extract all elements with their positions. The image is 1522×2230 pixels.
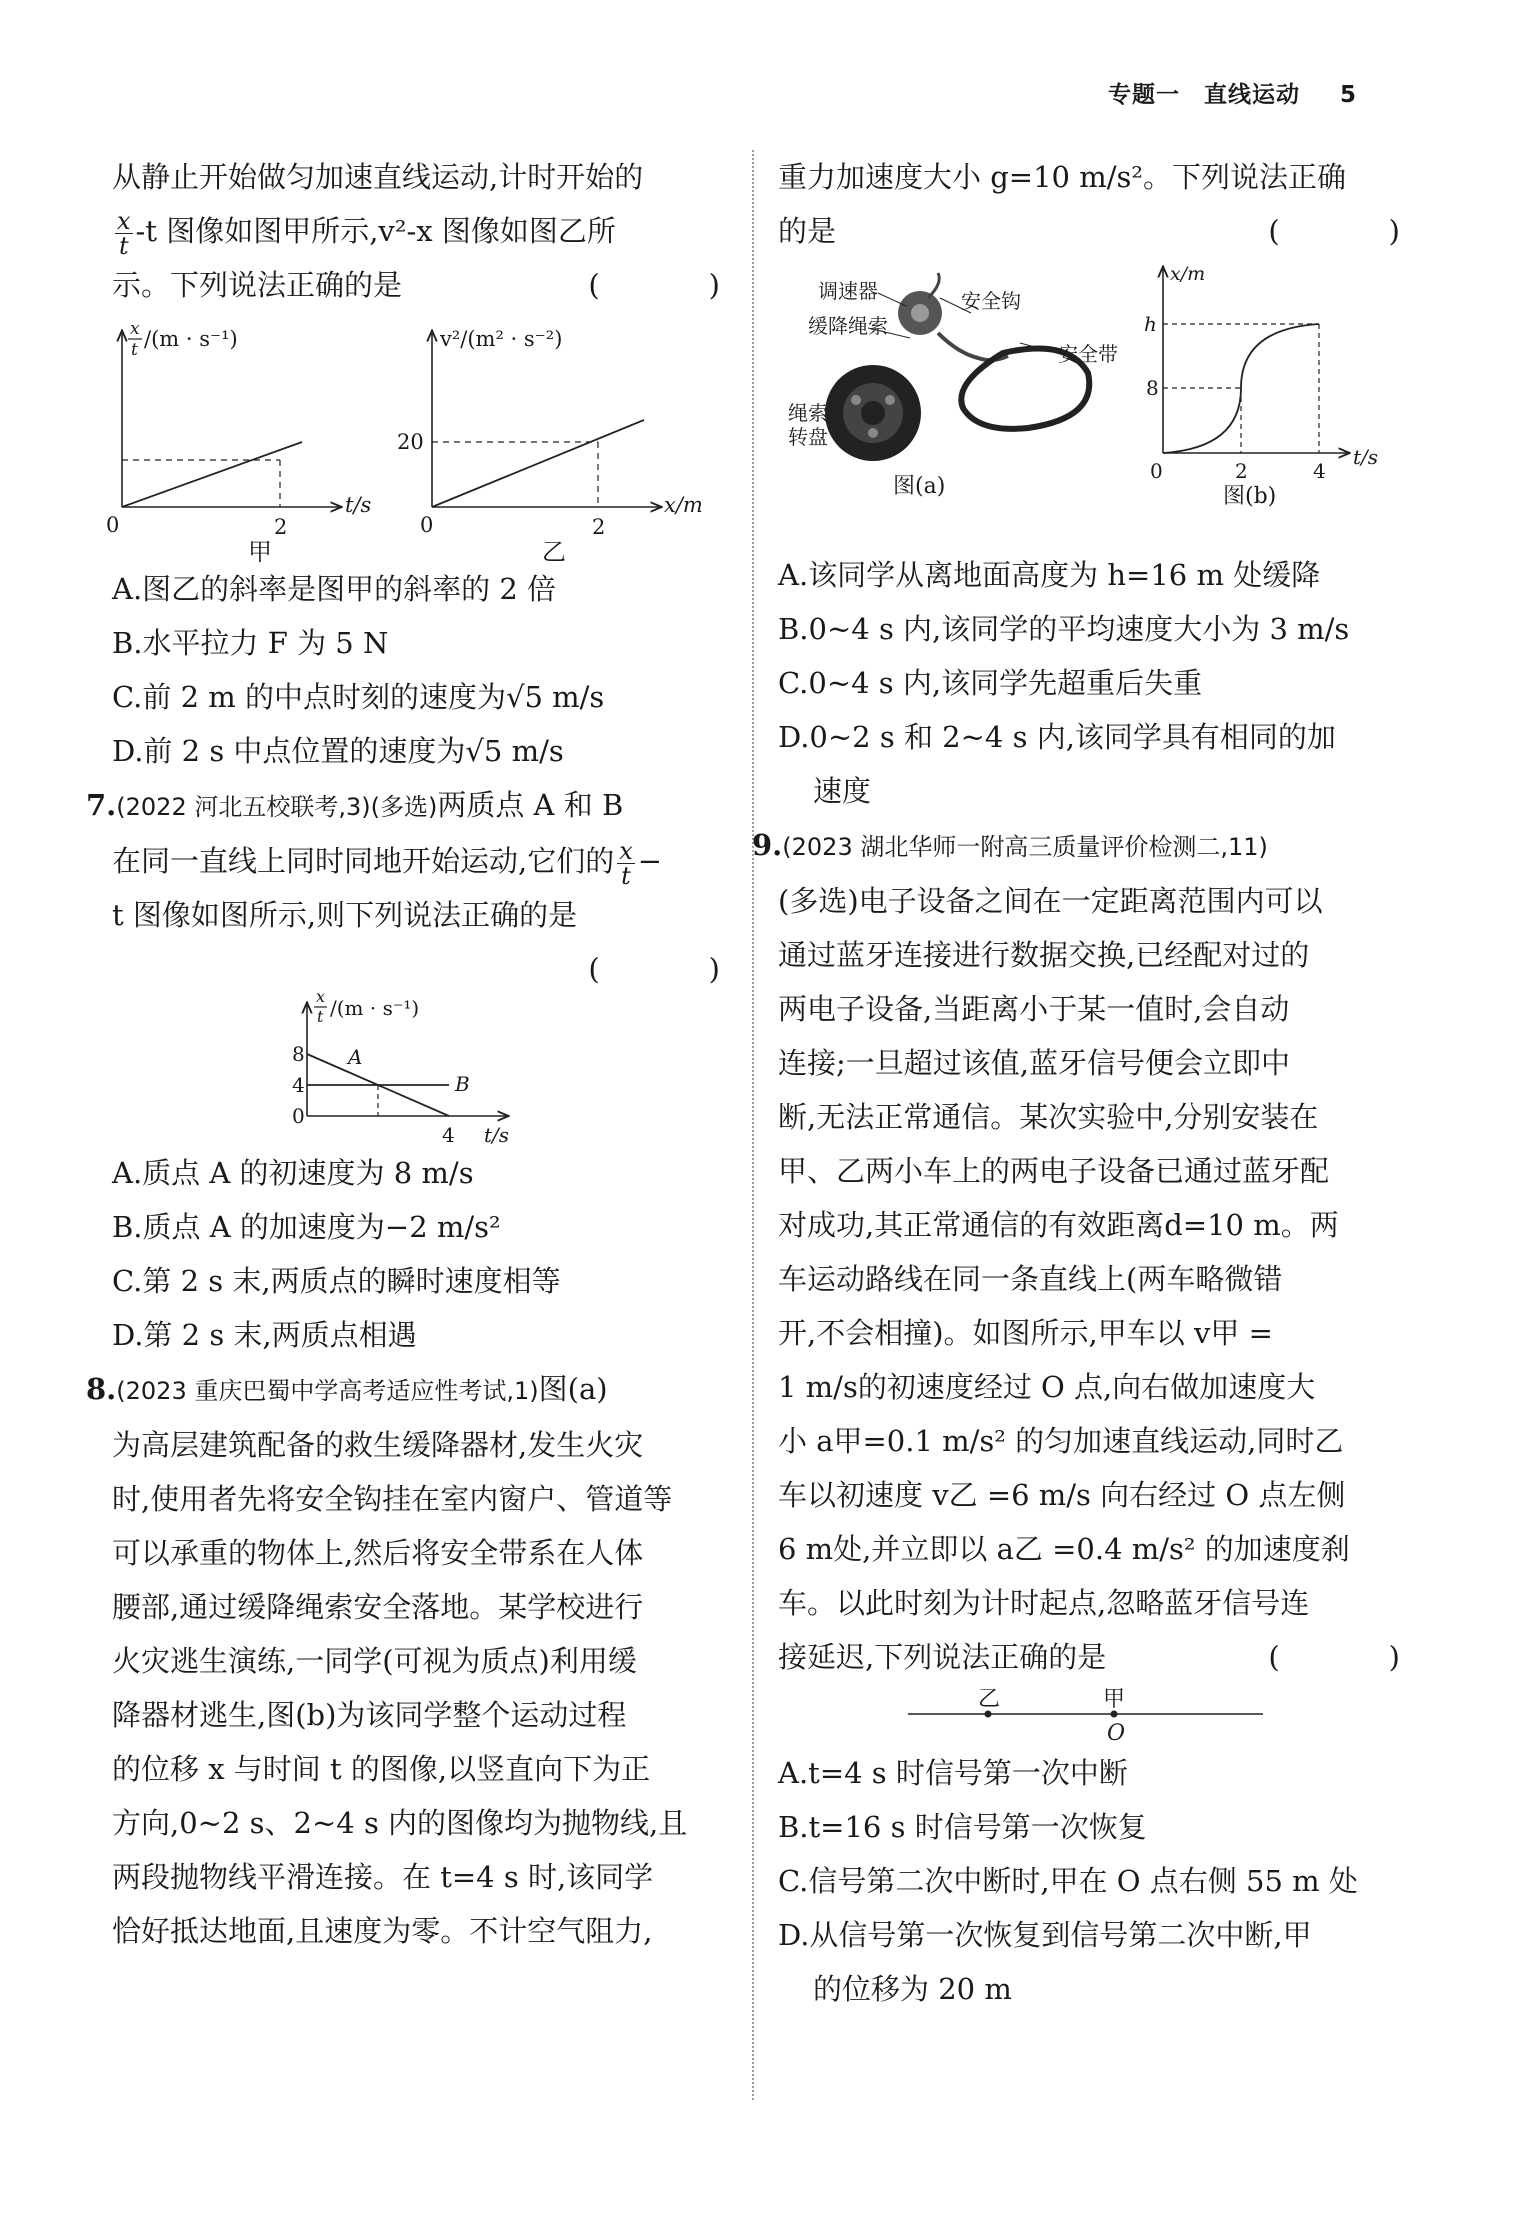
fig-b-x-axis-label: t/s — [1353, 445, 1379, 469]
label-safety-belt: 安全带 — [1058, 342, 1118, 366]
q7-stem-line: 在同一直线上同时同地开始运动,它们的 $\frac{x}{t}$ − — [112, 836, 663, 890]
q9-figure — [778, 1684, 1410, 1746]
fig-b-y-tick-8: 8 — [1146, 376, 1159, 400]
answer-bracket: ( ) — [1268, 1640, 1440, 1674]
jia-origin: 0 — [106, 513, 120, 537]
q7-frac-den: t — [317, 1007, 324, 1026]
q8-stem-line: 8.(2023 重庆巴蜀中学高考适应性考试,1)图(a) — [86, 1372, 608, 1406]
q9-stem-line: 小 a甲=0.1 m/s² 的匀加速直线运动,同时乙 — [778, 1424, 1344, 1458]
q8-stem-line: 方向,0~2 s、2~4 s 内的图像均为抛物线,且 — [112, 1806, 688, 1840]
yi-origin: 0 — [420, 513, 434, 537]
jia-frac-num: x — [130, 319, 140, 339]
q8-option-d: D.0~2 s 和 2~4 s 内,该同学具有相同的加 — [778, 720, 1336, 754]
q8-stem-line: 降器材逃生,图(b)为该同学整个运动过程 — [112, 1698, 627, 1732]
q6-option-b: B.水平拉力 F 为 5 N — [112, 626, 389, 660]
figure-a-descender — [788, 273, 1118, 499]
section-title: 专题一 直线运动 — [1107, 82, 1300, 108]
figure-b-graph — [1144, 263, 1378, 509]
q7-number: 7. — [86, 788, 117, 822]
q9-stem-line: 断,无法正常通信。某次实验中,分别安装在 — [778, 1100, 1319, 1134]
q7-option-a: A.质点 A 的初速度为 8 m/s — [112, 1156, 474, 1190]
q9-stem-line: 对成功,其正常通信的有效距离d=10 m。两 — [778, 1208, 1339, 1242]
q8-option-b: B.0~4 s 内,该同学的平均速度大小为 3 m/s — [778, 612, 1350, 646]
q9-number: 9. — [752, 828, 783, 862]
q7-option-d: D.第 2 s 末,两质点相遇 — [112, 1318, 417, 1352]
q9-option-d-cont: 的位移为 20 m — [813, 1972, 1012, 2006]
q6-stem-line: 示。下列说法正确的是 ( ) — [112, 258, 730, 312]
yi-y-axis-label: v²/(m² · s⁻²) — [440, 327, 563, 351]
q8-stem-line: 火灾逃生演练,一同学(可视为质点)利用缓 — [112, 1644, 637, 1678]
q9-stem-line: 连接;一旦超过该值,蓝牙信号便会立即中 — [778, 1046, 1290, 1080]
q6-figures — [106, 312, 730, 566]
page-header — [1108, 76, 1357, 109]
q8-number: 8. — [86, 1372, 117, 1406]
q9-stem-line: 两电子设备,当距离小于某一值时,会自动 — [778, 992, 1290, 1026]
label-reel: 转盘 — [788, 425, 828, 449]
yi-x-axis-label: x/m — [664, 493, 703, 517]
figure-a-caption: 图(a) — [893, 474, 946, 499]
fig-b-h-tick: h — [1144, 312, 1157, 336]
label-descent-rope: 缓降绳索 — [808, 314, 888, 338]
label-rope: 绳索 — [788, 401, 828, 425]
q9-stem-line: 车以初速度 v乙 =6 m/s 向右经过 O 点左侧 — [778, 1478, 1346, 1512]
safety-hook-illustration — [928, 273, 939, 298]
q9-stem-line: 接延迟,下列说法正确的是 ( ) — [778, 1630, 1410, 1684]
q7-source: (2022 河北五校联考,3)(多选) — [116, 793, 438, 821]
q9-stem-line: 开,不会相撞)。如图所示,甲车以 v甲 = — [778, 1316, 1273, 1350]
x-over-t-fraction: $\frac{x}{t}$ — [619, 836, 633, 890]
figure-b-caption: 图(b) — [1223, 484, 1277, 509]
q6-option-a: A.图乙的斜率是图甲的斜率的 2 倍 — [112, 572, 557, 606]
fig-b-y-axis-label: x/m — [1170, 263, 1206, 285]
q8-stem-line: 时,使用者先将安全钩挂在室内窗户、管道等 — [112, 1482, 673, 1516]
jia-frac-den: t — [131, 340, 138, 360]
fig-b-x-tick-2: 2 — [1235, 459, 1248, 483]
q6-stem-line: 从静止开始做匀加速直线运动,计时开始的 — [112, 160, 644, 194]
yi-line — [432, 420, 644, 507]
q7-stem-line: t 图像如图所示,则下列说法正确的是 — [112, 898, 578, 932]
q7-option-b: B.质点 A 的加速度为−2 m/s² — [112, 1210, 501, 1244]
q8-option-a: A.该同学从离地面高度为 h=16 m 处缓降 — [778, 558, 1321, 592]
q7-x-tick-4: 4 — [442, 1123, 455, 1147]
q8-figures — [778, 258, 1410, 548]
jia-x-axis-label: t/s — [345, 493, 372, 517]
q7-y-axis-label: /(m · s⁻¹) — [330, 996, 420, 1020]
q7-y-tick-0: 0 — [292, 1104, 305, 1128]
q7-option-c: C.第 2 s 末,两质点的瞬时速度相等 — [112, 1264, 561, 1298]
q7-label-a: A — [348, 1045, 363, 1069]
q8-stem-line: 腰部,通过缓降绳索安全落地。某学校进行 — [112, 1590, 644, 1624]
q9-option-a: A.t=4 s 时信号第一次中断 — [778, 1756, 1128, 1790]
q8-source: (2023 重庆巴蜀中学高考适应性考试,1) — [116, 1377, 539, 1405]
q9-stem-line: 车运动路线在同一条直线上(两车略微错 — [778, 1262, 1283, 1296]
q7-bracket-line — [112, 942, 760, 996]
label-car-yi: 乙 — [978, 1687, 1001, 1712]
q9-option-d: D.从信号第一次恢复到信号第二次中断,甲 — [778, 1918, 1312, 1952]
label-safety-hook: 安全钩 — [961, 289, 1021, 313]
page-number: 5 — [1339, 82, 1357, 108]
q8-cont-line: 重力加速度大小 g=10 m/s²。下列说法正确 — [778, 160, 1346, 194]
q9-stem-line: 通过蓝牙连接进行数据交换,已经配对过的 — [778, 938, 1310, 972]
q7-frac-num: x — [316, 987, 326, 1006]
answer-bracket: ( ) — [588, 952, 760, 986]
q8-stem-line: 的位移 x 与时间 t 的图像,以竖直向下为正 — [112, 1752, 651, 1786]
fig-b-x-tick-4: 4 — [1313, 459, 1326, 483]
jia-y-axis-label: /(m · s⁻¹) — [144, 327, 238, 351]
label-point-o: O — [1107, 1721, 1126, 1746]
q9-option-b: B.t=16 s 时信号第一次恢复 — [778, 1810, 1147, 1844]
q9-stem-line: 甲、乙两小车上的两电子设备已通过蓝牙配 — [778, 1154, 1330, 1188]
q8-option-c: C.0~4 s 内,该同学先超重后失重 — [778, 666, 1203, 700]
yi-x-tick: 2 — [592, 515, 606, 539]
q7-stem-line: 7.(2022 河北五校联考,3)(多选)两质点 A 和 B — [86, 788, 624, 822]
left-column — [86, 150, 760, 1958]
label-car-jia: 甲 — [1103, 1687, 1126, 1712]
q9-stem-line: (多选)电子设备之间在一定距离范围内可以 — [778, 884, 1323, 918]
q9-stem-line: 1 m/s的初速度经过 O 点,向右做加速度大 — [778, 1370, 1316, 1404]
yi-y-tick: 20 — [397, 430, 424, 454]
q6-option-d: D.前 2 s 中点位置的速度为√5 m/s — [112, 734, 564, 768]
fig-b-origin: 0 — [1150, 459, 1163, 483]
right-column — [752, 150, 1440, 2016]
q9-option-c: C.信号第二次中断时,甲在 O 点右侧 55 m 处 — [778, 1864, 1358, 1898]
q8-stem-line: 为高层建筑配备的救生缓降器材,发生火灾 — [112, 1428, 644, 1462]
q6-stem-line: $\frac{x}{t}$ -t 图像如图甲所示,v²-x 图像如图乙所 — [117, 206, 616, 260]
x-over-t-fraction: $\frac{x}{t}$ — [117, 206, 131, 260]
q9-source: (2023 湖北华师一附高三质量评价检测二,11) — [782, 833, 1268, 861]
q8-option-d-cont: 速度 — [813, 774, 872, 808]
q7-figure — [112, 987, 730, 1147]
q8-stem-line: 恰好抵达地面,且速度为零。不计空气阻力, — [112, 1914, 653, 1948]
yi-caption: 乙 — [542, 538, 566, 566]
figure-yi — [397, 327, 703, 566]
figure-jia — [106, 319, 372, 566]
q7-label-b: B — [455, 1072, 470, 1096]
q7-x-axis-label: t/s — [484, 1123, 510, 1147]
column-divider — [752, 150, 754, 2100]
q9-stem-line — [752, 818, 1410, 874]
jia-x-tick: 2 — [274, 515, 288, 539]
q7-y-tick-4: 4 — [292, 1073, 305, 1097]
q8-cont-line: 的是 ( ) — [778, 204, 1410, 258]
label-speed-regulator: 调速器 — [818, 279, 878, 303]
q7-y-tick-8: 8 — [292, 1042, 305, 1066]
jia-caption: 甲 — [248, 538, 272, 566]
q8-stem-line: 两段抛物线平滑连接。在 t=4 s 时,该同学 — [112, 1860, 654, 1894]
jia-line — [122, 442, 302, 507]
q6-option-c: C.前 2 m 的中点时刻的速度为√5 m/s — [112, 680, 605, 714]
q9-stem-line: 6 m处,并立即以 a乙 =0.4 m/s² 的加速度刹 — [778, 1532, 1350, 1566]
answer-bracket: ( ) — [588, 268, 760, 302]
q8-stem-line: 可以承重的物体上,然后将安全带系在人体 — [112, 1536, 644, 1570]
answer-bracket: ( ) — [1268, 214, 1440, 248]
q9-stem-line: 车。以此时刻为计时起点,忽略蓝牙信号连 — [778, 1586, 1310, 1620]
